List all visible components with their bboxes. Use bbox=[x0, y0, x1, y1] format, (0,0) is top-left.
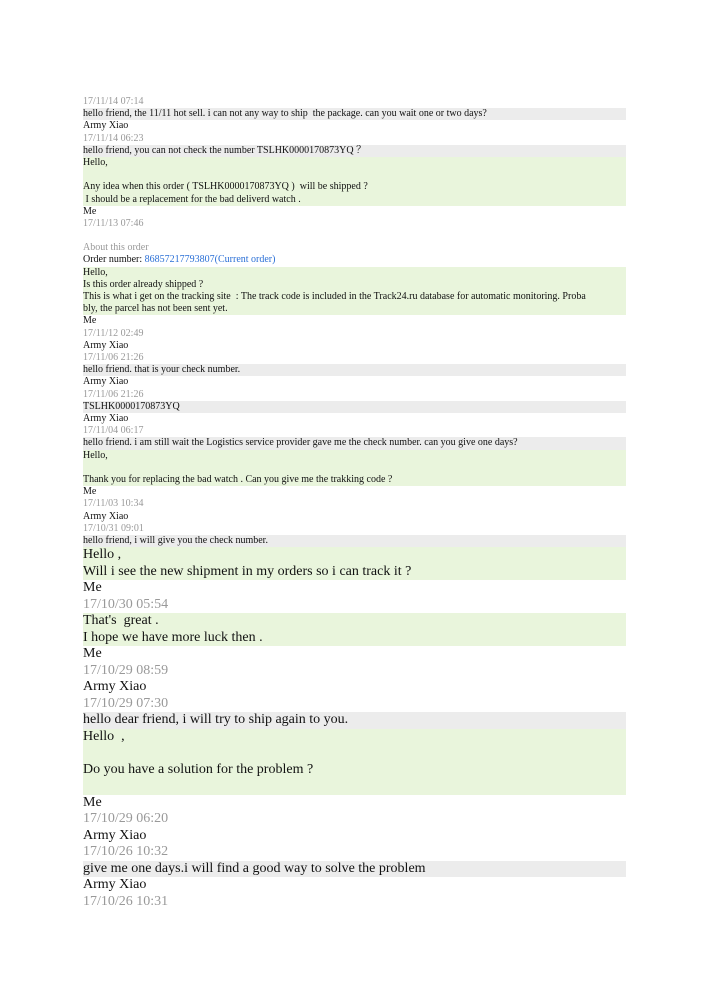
sender-name: Army Xiao bbox=[83, 510, 129, 522]
seller-message bbox=[83, 712, 626, 729]
order-number-label: Order number: bbox=[83, 254, 145, 266]
timestamp: 17/10/29 07:30 bbox=[83, 695, 169, 711]
timestamp: 17/10/26 10:32 bbox=[83, 844, 169, 860]
timestamp: 17/11/13 07:46 bbox=[83, 218, 144, 229]
message-line: Is this order already shipped ? bbox=[83, 278, 204, 290]
seller-message bbox=[83, 861, 626, 878]
buyer-message bbox=[83, 267, 626, 316]
message-line bbox=[83, 462, 626, 474]
message-line: Thank you for replacing the bad watch . Can you give me the trakking code ? bbox=[83, 473, 393, 485]
seller-message bbox=[83, 364, 626, 376]
timestamp: 17/11/04 06:17 bbox=[83, 425, 144, 437]
seller-message bbox=[83, 108, 626, 120]
timestamp: 17/11/06 21:26 bbox=[83, 352, 144, 363]
sender-name: Army Xiao bbox=[83, 877, 147, 893]
message-line: TSLHK0000170873YQ bbox=[83, 400, 180, 412]
timestamp: 17/10/29 08:59 bbox=[83, 662, 169, 678]
message-line: Do you have a solution for the problem ? bbox=[83, 761, 314, 777]
message-line: Hello, bbox=[83, 449, 108, 461]
order-number-row bbox=[83, 254, 626, 266]
timestamp: 17/11/03 10:34 bbox=[83, 498, 144, 510]
buyer-message bbox=[83, 729, 626, 795]
message-line: hello friend, i will give you the check number. bbox=[83, 534, 268, 546]
seller-message bbox=[83, 401, 626, 413]
sender-name: Me bbox=[83, 315, 97, 327]
sender-name: Army Xiao bbox=[83, 339, 129, 351]
message-line: I hope we have more luck then . bbox=[83, 629, 263, 645]
message-line bbox=[83, 778, 626, 795]
timestamp: 17/11/06 21:26 bbox=[83, 388, 144, 400]
timestamp: 17/11/14 06:23 bbox=[83, 132, 144, 144]
message-line: This is what i get on the tracking site : The track code is included in the Track24.ru database for automatic monitoring. Proba bbox=[83, 291, 586, 302]
message-line: Hello , bbox=[83, 728, 125, 744]
sender-name: Me bbox=[83, 486, 97, 498]
sender-name: Me bbox=[83, 794, 102, 810]
message-line: give me one days.i will find a good way to solve the problem bbox=[83, 860, 426, 876]
message-line: Hello, bbox=[83, 156, 108, 168]
buyer-message bbox=[83, 613, 626, 646]
message-line: hello dear friend, i will try to ship again to you. bbox=[83, 712, 349, 728]
buyer-message bbox=[83, 157, 626, 206]
sender-name: Army Xiao bbox=[83, 827, 147, 843]
sender-name: Me bbox=[83, 580, 102, 596]
buyer-message bbox=[83, 450, 626, 487]
message-line: I should be a replacement for the bad deliverd watch . bbox=[83, 193, 301, 205]
timestamp: 17/10/29 06:20 bbox=[83, 811, 169, 827]
sender-name: Army Xiao bbox=[83, 412, 129, 424]
sender-name: Me bbox=[83, 646, 102, 662]
message-line: hello friend, the 11/11 hot sell. i can not any way to ship the package. can you wait one or two days? bbox=[83, 108, 487, 120]
timestamp: 17/11/14 07:14 bbox=[83, 96, 144, 107]
message-line: bly, the parcel has not been sent yet. bbox=[83, 303, 228, 315]
message-line: That's great . bbox=[83, 613, 159, 629]
buyer-message bbox=[83, 547, 626, 580]
message-line bbox=[83, 745, 626, 762]
order-number-link[interactable]: 86857217793807(Current order) bbox=[144, 254, 276, 266]
sender-name: Army Xiao bbox=[83, 376, 129, 388]
timestamp: 17/10/26 10:31 bbox=[83, 893, 169, 909]
sender-name: Army Xiao bbox=[83, 679, 147, 695]
about-order-heading: About this order bbox=[83, 242, 149, 254]
message-line: hello friend, you can not check the number TSLHK0000170873YQ ？ bbox=[83, 144, 367, 156]
timestamp: 17/10/30 05:54 bbox=[83, 596, 169, 612]
message-line bbox=[83, 169, 626, 181]
timestamp: 17/10/31 09:01 bbox=[83, 522, 144, 534]
message-line: hello friend. i am still wait the Logistics service provider gave me the check number. can you give one days? bbox=[83, 437, 518, 449]
message-line: Hello, bbox=[83, 266, 108, 278]
timestamp: 17/11/12 02:49 bbox=[83, 327, 144, 339]
seller-message bbox=[83, 145, 626, 157]
seller-message bbox=[83, 535, 626, 547]
sender-name: Me bbox=[83, 205, 97, 217]
spacer bbox=[83, 230, 626, 242]
sender-name: Army Xiao bbox=[83, 120, 129, 132]
seller-message bbox=[83, 437, 626, 449]
message-line: Any idea when this order ( TSLHK0000170873YQ ) will be shipped ? bbox=[83, 181, 368, 193]
conversation-log bbox=[83, 96, 626, 910]
message-line: Will i see the new shipment in my orders so i can track it ? bbox=[83, 563, 412, 579]
message-line: Hello , bbox=[83, 547, 122, 563]
message-line: hello friend. that is your check number. bbox=[83, 364, 241, 376]
